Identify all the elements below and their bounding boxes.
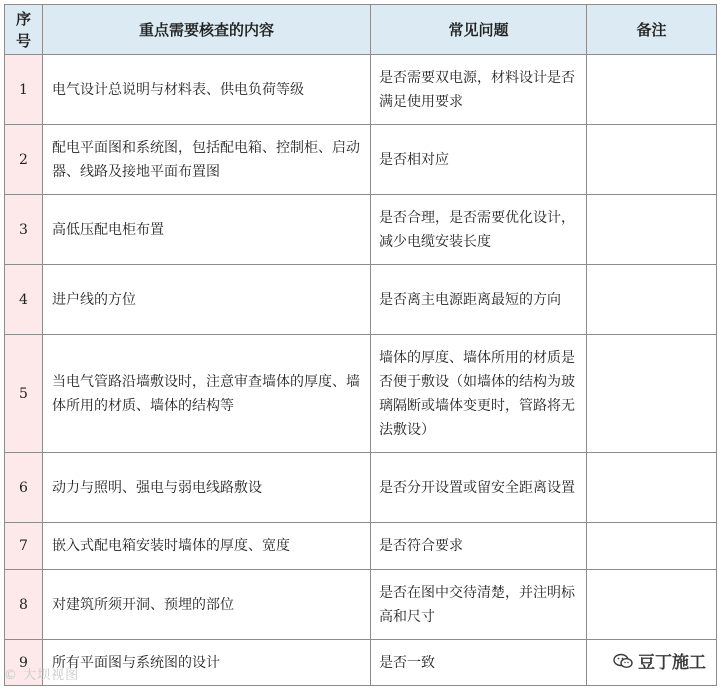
row-content: 动力与照明、强电与弱电线路敷设: [43, 453, 371, 523]
table-row: [5, 453, 717, 523]
row-issue: 墙体的厚度、墙体所用的材质是否便于敷设（如墙体的结构为玻璃隔断或墙体变更时，管路将无法敷设）: [371, 335, 587, 453]
row-number: 5: [5, 335, 43, 453]
row-note: [587, 335, 717, 453]
row-number: 6: [5, 453, 43, 523]
watermark-right-text: 豆丁施工: [638, 653, 706, 673]
row-number: 8: [5, 570, 43, 640]
row-issue: 是否需要双电源，材料设计是否满足使用要求: [371, 55, 587, 125]
row-content: 进户线的方位: [43, 265, 371, 335]
row-note: [587, 265, 717, 335]
header-issue: 常见问题: [371, 5, 587, 55]
row-content: 所有平面图与系统图的设计: [43, 640, 371, 686]
table-row: [5, 335, 717, 453]
table-row: [5, 265, 717, 335]
table-row: [5, 640, 717, 686]
row-issue: 是否一致: [371, 640, 587, 686]
table-row: [5, 195, 717, 265]
row-issue: 是否在图中交待清楚，并注明标高和尺寸: [371, 570, 587, 640]
row-note: [587, 125, 717, 195]
watermark-left: © 大坝视图: [4, 668, 80, 683]
row-content: 高低压配电柜布置: [43, 195, 371, 265]
row-note: [587, 453, 717, 523]
table-header-row: [5, 5, 717, 55]
review-table: [4, 4, 717, 686]
header-seq-line1: 序: [15, 9, 31, 28]
table-row: [5, 570, 717, 640]
row-number: 2: [5, 125, 43, 195]
header-seq-line2: 号: [15, 31, 31, 50]
row-issue: 是否合理，是否需要优化设计，减少电缆安装长度: [371, 195, 587, 265]
row-note: [587, 195, 717, 265]
row-number: 3: [5, 195, 43, 265]
row-content: 电气设计总说明与材料表、供电负荷等级: [43, 55, 371, 125]
row-content: 当电气管路沿墙敷设时，注意审查墙体的厚度、墙体所用的材质、墙体的结构等: [43, 335, 371, 453]
row-number: 7: [5, 523, 43, 570]
row-note: [587, 570, 717, 640]
row-number: 1: [5, 55, 43, 125]
row-issue: 是否相对应: [371, 125, 587, 195]
row-number: 4: [5, 265, 43, 335]
row-content: 配电平面图和系统图，包括配电箱、控制柜、启动器、线路及接地平面布置图: [43, 125, 371, 195]
header-seq: [5, 5, 43, 55]
wechat-icon: [613, 653, 633, 669]
header-note: 备注: [587, 5, 717, 55]
row-number: 9: [5, 640, 43, 686]
row-issue: 是否离主电源距离最短的方向: [371, 265, 587, 335]
row-content: 对建筑所须开洞、预埋的部位: [43, 570, 371, 640]
table-row: [5, 125, 717, 195]
row-content: 嵌入式配电箱安装时墙体的厚度、宽度: [43, 523, 371, 570]
row-issue: 是否分开设置或留安全距离设置: [371, 453, 587, 523]
watermark-right: [613, 648, 706, 673]
header-content: 重点需要核查的内容: [43, 5, 371, 55]
row-note: [587, 523, 717, 570]
row-issue: 是否符合要求: [371, 523, 587, 570]
table-row: [5, 55, 717, 125]
row-note: [587, 55, 717, 125]
table-row: [5, 523, 717, 570]
